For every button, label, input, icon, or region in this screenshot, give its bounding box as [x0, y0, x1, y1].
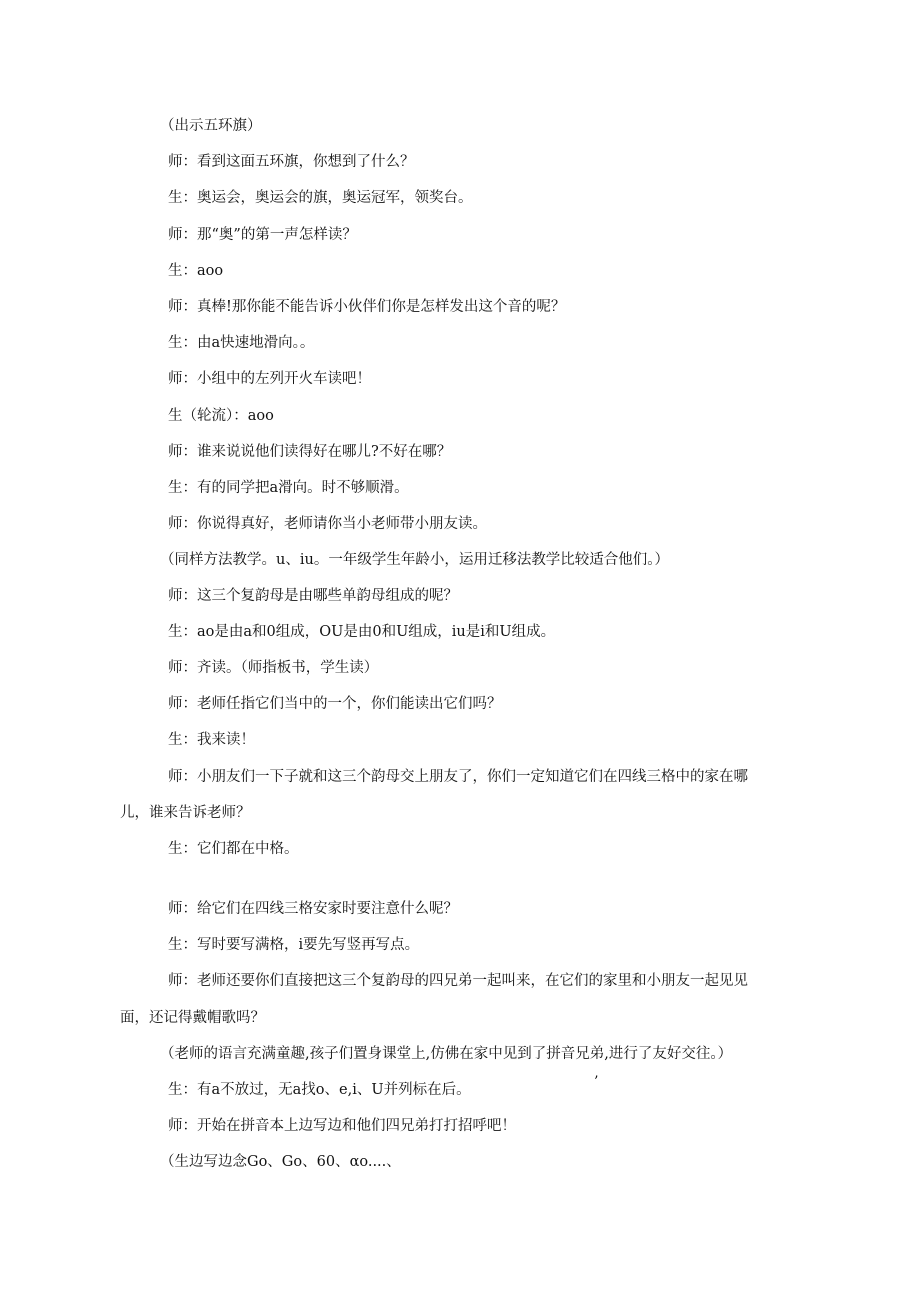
paragraph-student: 生：ao是由a和0组成，OU是由0和U组成，iu是i和U组成。	[168, 624, 556, 640]
paragraph-student: 生：有的同学把a滑向。时不够顺滑。	[168, 480, 409, 496]
paragraph-teacher: 师：小朋友们一下子就和这三个韵母交上朋友了，你们一定知道它们在四线三格中的家在哪	[168, 769, 748, 785]
paragraph-teacher: 师：看到这面五环旗，你想到了什么？	[168, 154, 415, 170]
paragraph-stage-direction: （同样方法教学。u、iu。一年级学生年龄小，运用迁移法教学比较适合他们。）	[160, 552, 670, 568]
paragraph-stage-direction: （老师的语言充满童趣,孩子们置身课堂上,仿佛在家中见到了拼音兄弟,进行了友好交往。）	[160, 1046, 733, 1062]
paragraph-teacher: 师：小组中的左列开火车读吧！	[168, 371, 371, 387]
paragraph-student: 生：我来读！	[168, 732, 255, 748]
paragraph-teacher: 师：老师任指它们当中的一个，你们能读出它们吗？	[168, 696, 502, 712]
paragraph-student: 生：它们都在中格。	[168, 841, 299, 857]
paragraph-student: 生：写时要写满格，i要先写竖再写点。	[168, 937, 420, 953]
paragraph-student: 生：有a不放过，无a找o、e,i、U并列标在后。	[168, 1082, 471, 1098]
paragraph-stage-direction: （生边写边念Go、Go、60、αo....、	[160, 1154, 401, 1170]
paragraph-teacher: 师：你说得真好，老师请你当小老师带小朋友读。	[168, 516, 487, 532]
paragraph-teacher: 师：开始在拼音本上边写边和他们四兄弟打打招呼吧！	[168, 1118, 516, 1134]
paragraph-teacher: 师：谁来说说他们读得好在哪儿?不好在哪？	[168, 444, 452, 460]
paragraph-stage-direction: （出示五环旗）	[160, 118, 262, 134]
paragraph-teacher-continued: 儿，谁来告诉老师？	[120, 805, 251, 821]
stray-punctuation-mark: ’	[594, 1074, 599, 1090]
paragraph-teacher-continued: 面，还记得戴帽歌吗？	[120, 1010, 265, 1026]
paragraph-student: 生：奥运会，奥运会的旗，奥运冠军，领奖台。	[168, 190, 473, 206]
paragraph-student: 生：由a快速地滑向。。	[168, 335, 315, 351]
paragraph-teacher: 师：齐读。（师指板书，学生读）	[168, 660, 379, 676]
paragraph-teacher: 师：给它们在四线三格安家时要注意什么呢？	[168, 901, 458, 917]
paragraph-teacher: 师：这三个复韵母是由哪些单韵母组成的呢？	[168, 588, 458, 604]
paragraph-student: 生（轮流）：aoo	[168, 408, 274, 424]
paragraph-teacher: 师：老师还要你们直接把这三个复韵母的四兄弟一起叫来，在它们的家里和小朋友一起见见	[168, 973, 748, 989]
paragraph-teacher: 师：真棒!那你能不能告诉小伙伴们你是怎样发出这个音的呢？	[168, 299, 566, 315]
paragraph-teacher: 师：那“奥”的第一声怎样读？	[168, 227, 357, 243]
paragraph-student: 生：aoo	[168, 263, 224, 279]
